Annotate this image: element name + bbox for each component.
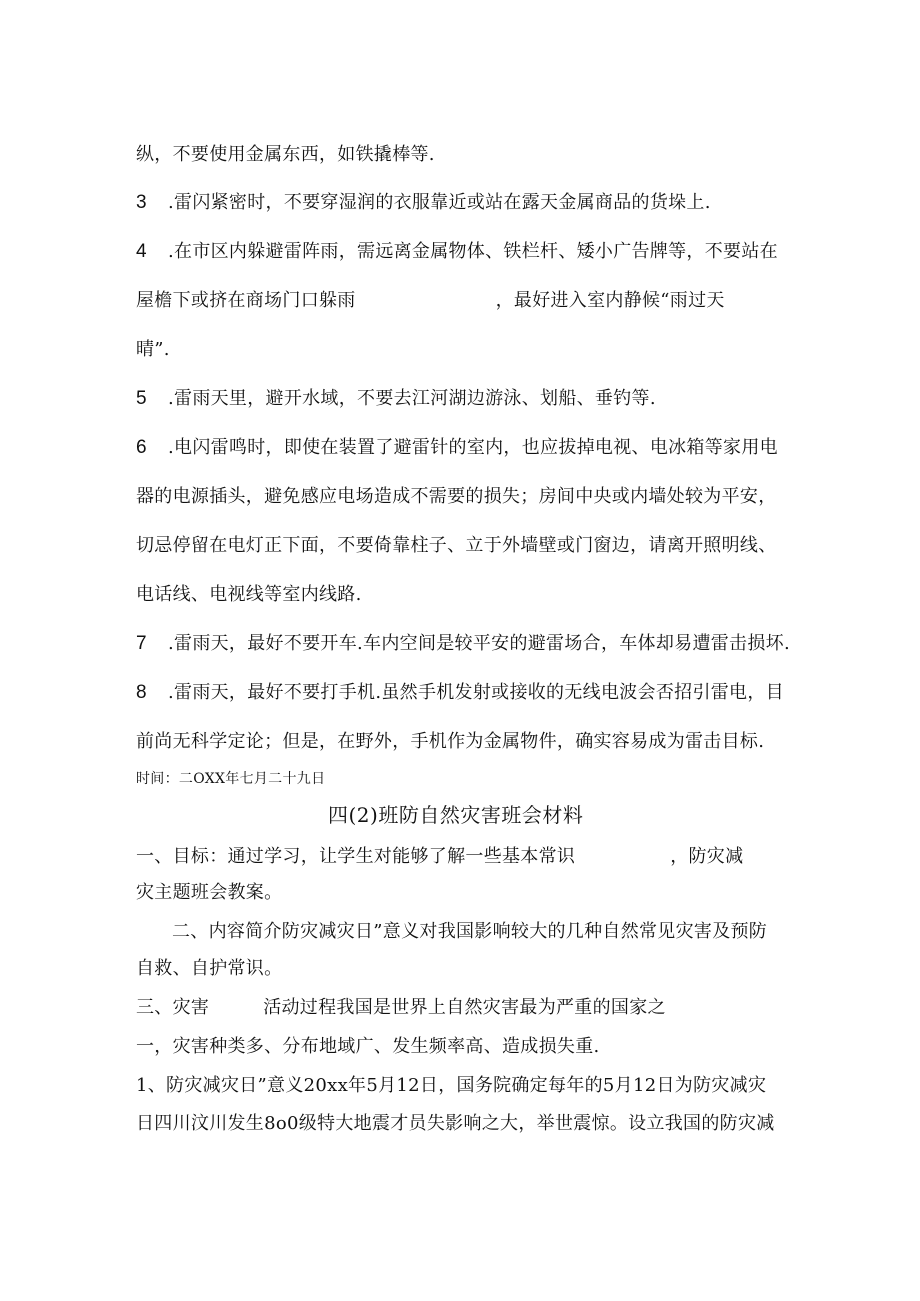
text-line bbox=[136, 1036, 600, 1058]
line-text: 日四川汶川发生8o0级特大地震才员失影响之大，举世震惊。设立我国的防灾减 bbox=[136, 1113, 775, 1134]
list-number: 5 bbox=[136, 388, 147, 409]
text-line bbox=[136, 535, 777, 557]
list-item bbox=[136, 192, 711, 214]
text-line bbox=[136, 144, 435, 166]
title-text: 四(2)班防自然灾害班会材料 bbox=[328, 803, 584, 827]
line-text: ，最好进入室内静候“雨过天 bbox=[495, 290, 725, 311]
text-line bbox=[136, 584, 362, 606]
text-line bbox=[136, 1113, 775, 1135]
list-item bbox=[136, 633, 790, 655]
line-text: 一，灾害种类多、分布地域广、发生频率高、造成损失重. bbox=[136, 1036, 600, 1057]
list-number: 7 bbox=[136, 633, 147, 654]
date-line bbox=[136, 770, 325, 788]
line-text: .雷雨天里，避开水域，不要去江河湖边游泳、划船、垂钓等. bbox=[168, 388, 656, 409]
text-line bbox=[136, 846, 743, 868]
line-text: 一、目标：通过学习，让学生对能够了解一些基本常识 bbox=[136, 846, 576, 867]
line-text: 二、内容简介防灾减灾日”意义对我国影响较大的几种自然常见灾害及预防 bbox=[172, 921, 768, 942]
line-text: .电闪雷鸣时，即使在装置了避雷针的室内，也应拔掉电视、电冰箱等家用电 bbox=[168, 437, 778, 458]
line-text: 活动过程我国是世界上自然灾害最为严重的国家之 bbox=[263, 997, 666, 1018]
line-text: 三、灾害 bbox=[136, 997, 210, 1018]
list-number: 3 bbox=[136, 192, 147, 213]
line-text: 晴”. bbox=[136, 339, 170, 360]
line-text: 1、防灾减灾日”意义20xx年5月12日，国务院确定每年的5月12日为防灾减灾 bbox=[136, 1075, 767, 1096]
text-line bbox=[136, 731, 764, 753]
list-number: 6 bbox=[136, 437, 147, 458]
text-line bbox=[136, 958, 282, 980]
line-text: 自救、自护常识。 bbox=[136, 958, 283, 979]
list-item bbox=[136, 437, 778, 459]
list-item bbox=[136, 682, 784, 704]
section-title bbox=[328, 803, 583, 827]
line-text: 电话线、电视线等室内线路. bbox=[136, 584, 362, 605]
line-text: ，防灾减 bbox=[670, 846, 744, 867]
list-number: 4 bbox=[136, 241, 147, 262]
date-text: 时间：二OXX年七月二十九日 bbox=[136, 771, 326, 787]
text-line bbox=[136, 997, 666, 1019]
text-line bbox=[136, 290, 725, 312]
list-number: 8 bbox=[136, 682, 147, 703]
line-text: 切忌停留在电灯正下面，不要倚靠柱子、立于外墙壁或门窗边，请离开照明线、 bbox=[136, 535, 777, 556]
text-line bbox=[172, 921, 767, 943]
line-text: .在市区内躲避雷阵雨，需远离金属物体、铁栏杆、矮小广告牌等，不要站在 bbox=[168, 241, 778, 262]
line-text: 器的电源插头，避免感应电场造成不需要的损失；房间中央或内墙处较为平安， bbox=[136, 486, 777, 507]
list-item bbox=[136, 388, 656, 410]
text-line bbox=[136, 882, 282, 904]
line-text: 纵，不要使用金属东西，如铁撬棒等. bbox=[136, 144, 435, 165]
line-text: .雷闪紧密时，不要穿湿润的衣服靠近或站在露天金属商品的货垛上. bbox=[168, 192, 711, 213]
line-text: .雷雨天，最好不要开车.车内空间是较平安的避雷场合，车体却易遭雷击损坏. bbox=[168, 633, 790, 654]
line-text: 前尚无科学定论；但是，在野外，手机作为金属物件，确实容易成为雷击目标. bbox=[136, 731, 765, 752]
text-line bbox=[136, 1075, 766, 1097]
line-text: .雷雨天，最好不要打手机.虽然手机发射或接收的无线电波会否招引雷电，目 bbox=[168, 682, 784, 703]
line-text: 屋檐下或挤在商场门口躲雨 bbox=[136, 290, 356, 311]
line-text: 灾主题班会教案。 bbox=[136, 882, 283, 903]
text-line bbox=[136, 339, 170, 361]
text-line bbox=[136, 486, 777, 508]
list-item bbox=[136, 241, 778, 263]
